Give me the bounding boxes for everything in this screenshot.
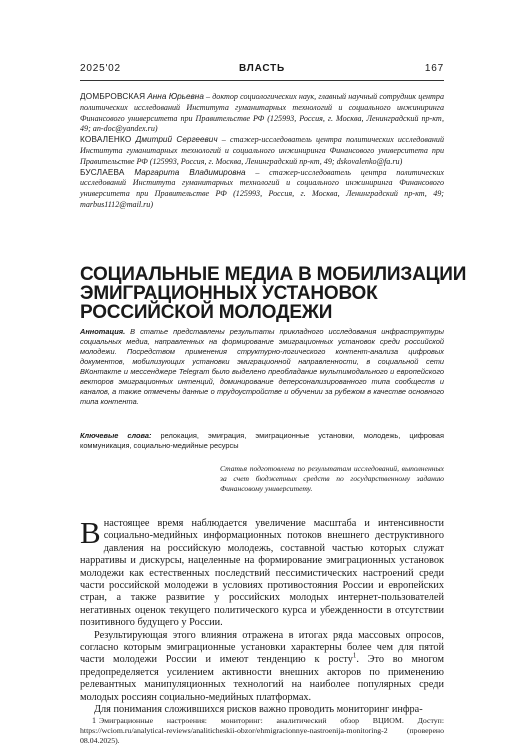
footnote-ref[interactable]: 1 bbox=[352, 652, 357, 661]
article-title bbox=[80, 264, 467, 323]
author-given-name: Маргарита Владимировна bbox=[134, 167, 246, 177]
keywords bbox=[80, 431, 444, 451]
abstract-label: Аннотация. bbox=[80, 327, 126, 336]
author-given-name: Дмитрий Сергеевич bbox=[135, 135, 218, 145]
footnote-number: 1 bbox=[92, 716, 96, 725]
paragraph-text: . Это во многом предопределяется усилением активности внешних акторов по применению релевантных манипуляционных технологий на наиболее популярных среди молодых россиян социально-медийных платформах. bbox=[80, 654, 444, 703]
title-line: СОЦИАЛЬНЫЕ МЕДИА В МОБИЛИЗАЦИИ bbox=[80, 264, 467, 285]
author-given-name: Анна Юрьевна bbox=[147, 92, 204, 101]
author-surname: КОВАЛЕНКО bbox=[80, 135, 132, 145]
keywords-label: Ключевые слова: bbox=[80, 431, 152, 440]
abstract-text: В статье представлены результаты прикладного исследования инфраструктуры социальных медиа, направленных на формирование эмиграционных установок среди российской молодежи. Посредством применения структурно-логического контент-анализа цифровых документов, мобилизующих установки эмиграционной направленности, в социальной сети ВКонтакте и мессенджере Telegram было выделено преобладание мультимодального и европейского векторов эмиграционных интенций, доминирование деперсонализированного типа сообществ и каналов, а также отмечены данные о трудоустройстве и обучении за рубежом в качестве основного типа контента. bbox=[80, 327, 444, 406]
body-paragraph bbox=[80, 704, 444, 716]
paragraph-text: настоящее время наблюдается увеличение масштаба и интенсивности социально-медийных информационных потоков внешнего деструктивного давления на российскую молодежь, составной частью которых служат нарративы и дискурсы, нацеленные на формирование эмиграционных установок молодежи как естественных последствий пессимистических настроений среди части российской молодежи в условиях противостояния России и европейских стран, а также развитие у российских молодых интернет-пользователей негативных оценок текущего политического курса и убежденности в отсутствии позитивного будущего у России. bbox=[80, 518, 444, 629]
paragraph-text: Результирующая этого влияния отражена в итогах ряда массовых опросов, согласно которым эмиграционные установки характерны более чем для пятой части молодежи России и имеют тенденцию к росту bbox=[80, 629, 444, 666]
funding-note: Статья подготовлена по результатам исследований, выполненных за счет бюджетных средств по государственному заданию Финансовому университету. bbox=[220, 464, 444, 494]
author-list bbox=[80, 92, 444, 211]
title-line: ЭМИГРАЦИОННЫХ УСТАНОВОК bbox=[80, 283, 378, 304]
author-surname: БУСЛАЕВА bbox=[80, 167, 125, 177]
journal-name: ВЛАСТЬ bbox=[238, 63, 286, 74]
keywords-text: релокация, эмиграция, эмиграционные установки, молодежь, цифровая коммуникация, социально-медийные ресурсы bbox=[80, 431, 444, 450]
author-details: – стажер-исследователь центра политических исследований Института гуманитарных технологий и социального инжиниринга Финансового университета при Правительстве РФ (125993, Россия, г. Москва, Ленинградский пр-кт, 49; dskovalenko@fa.ru) bbox=[80, 135, 444, 166]
abstract bbox=[80, 327, 444, 407]
author-details: – доктор социологических наук, главный научный сотрудник центра политических исследований Института гуманитарных технологий и социального инжиниринга Финансового университета при Правительстве РФ (125993, Россия, г. Москва, Ленинградский пр-кт, 49; an-doc@yandex.ru) bbox=[80, 92, 444, 134]
body-paragraph bbox=[80, 630, 444, 704]
paragraph-text: Для понимания сложившихся рисков важно проводить мониторинг инфра- bbox=[94, 704, 423, 716]
footnote-text: Эмиграционные настроения: мониторинг: аналитический обзор ВЦИОМ. Доступ: https://wciom.ru/analytical-reviews/analiticheskii-obzor/ehmigracionnye-nastroenija-monitoring-2 (проверено 08.04.2025). bbox=[80, 716, 444, 745]
footnote bbox=[80, 716, 444, 746]
author-entry bbox=[80, 92, 444, 135]
article-body bbox=[80, 515, 444, 717]
author-details: – стажер-исследователь центра политических исследований Института гуманитарных технологий и социального инжиниринга Финансового университета при Правительстве РФ (125993, Россия, г. Москва, Ленинградский пр-кт, 49; marbus1112@mail.ru) bbox=[80, 167, 444, 209]
author-entry bbox=[80, 168, 444, 211]
author-entry bbox=[80, 135, 444, 167]
page-number: 167 bbox=[424, 63, 444, 74]
author-surname: ДОМБРОВСКАЯ bbox=[80, 92, 146, 101]
issue-number: 2025'02 bbox=[80, 63, 121, 74]
body-paragraph bbox=[80, 515, 444, 630]
running-head bbox=[80, 63, 444, 77]
drop-cap: В bbox=[80, 515, 101, 550]
title-line: РОССИЙСКОЙ МОЛОДЕЖИ bbox=[80, 302, 333, 323]
header-rule bbox=[80, 80, 444, 81]
